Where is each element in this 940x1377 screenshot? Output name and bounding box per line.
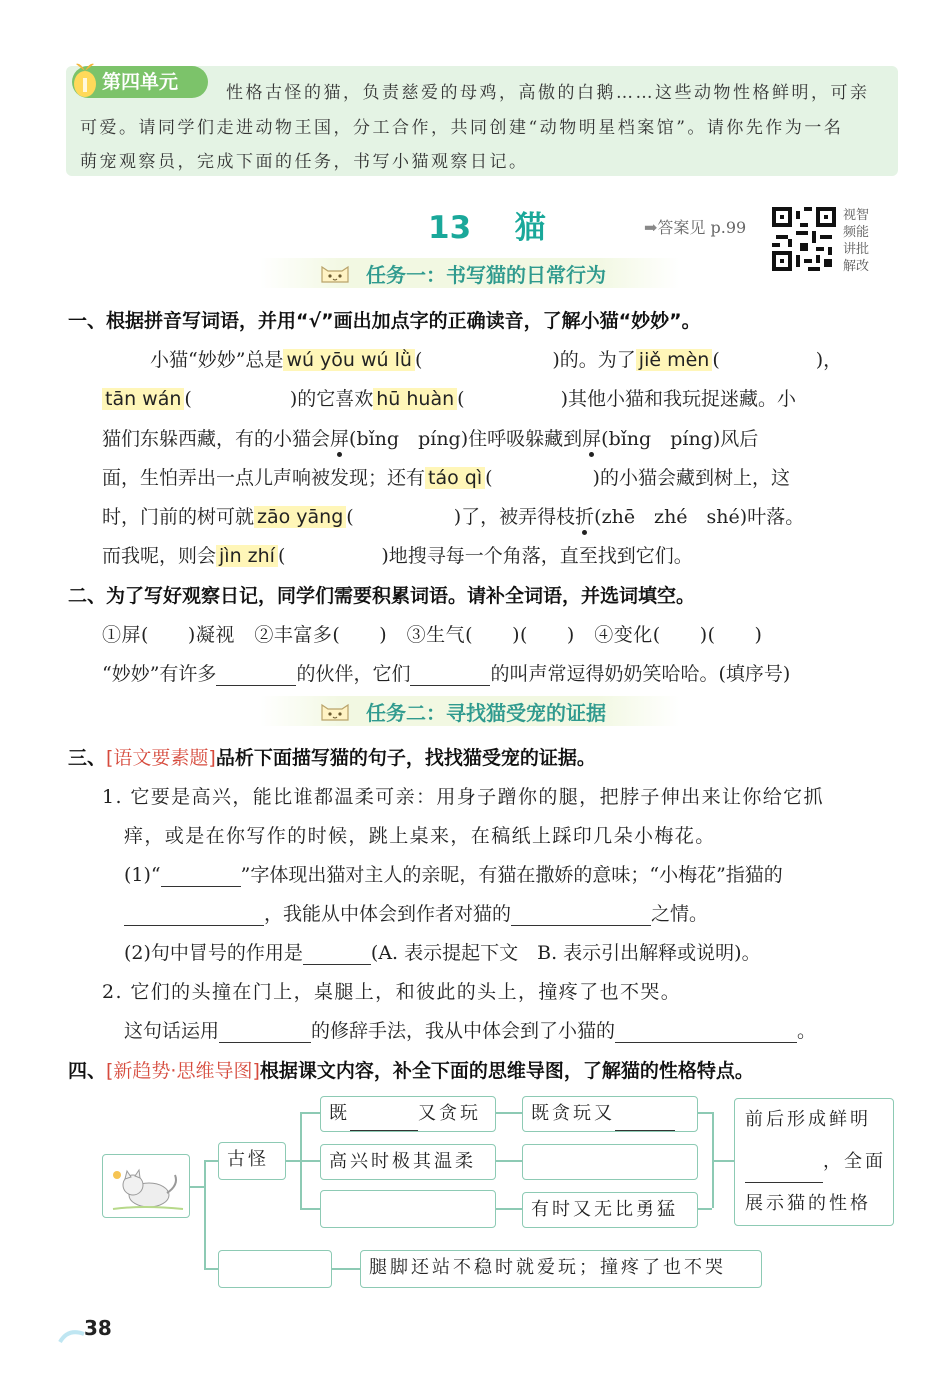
text: (	[414, 349, 423, 371]
qr-caption-line: 视智	[843, 208, 870, 223]
q3-s2-fill-line	[124, 1016, 816, 1043]
q2-words[interactable]: ①屏( )凝视 ②丰富多( ) ③生气( )( ) ④变化( )( )	[102, 624, 763, 646]
intro-line-1: 性格古怪的猫，负责慈爱的母鸡，高傲的白鹅……这些动物性格鲜明，可亲	[226, 83, 870, 103]
cat-face-icon	[318, 700, 352, 722]
connector	[496, 1112, 522, 1114]
pronunciation-choice[interactable]: (bǐng píng)住呼吸躲藏到	[349, 428, 583, 450]
answer-ref-text: 答案见 p.99	[657, 218, 747, 237]
connector	[300, 1112, 320, 1114]
page-number: 38	[84, 1316, 112, 1340]
text: )了，被弄得枝	[453, 506, 576, 528]
qr-caption-line: 解改	[843, 259, 870, 274]
text: “妙妙”有许多	[102, 663, 217, 685]
connector	[204, 1160, 218, 1162]
node-label: 有时又无比勇猛	[531, 1199, 678, 1220]
answer-blank[interactable]	[124, 905, 264, 926]
q1-line-6	[102, 541, 693, 568]
text: )的小猫会藏到树上，这	[592, 467, 790, 489]
cat-image-box	[102, 1154, 190, 1218]
connector	[190, 1186, 204, 1188]
summary-fill-line	[745, 1141, 893, 1183]
qr-caption	[843, 207, 875, 275]
dotted-char: 屏	[582, 428, 602, 450]
text: )地搜寻每一个角落，直至找到它们。	[381, 545, 693, 567]
q1-line-3	[102, 424, 758, 451]
text: )的。为了	[552, 349, 636, 371]
lesson-name: 猫	[514, 210, 546, 246]
text: (	[277, 545, 286, 567]
answer-blank[interactable]	[615, 1022, 797, 1043]
mind-map-node-d1-blank[interactable]	[218, 1250, 332, 1288]
q2-heading: 二、为了写好观察日记，同学们需要积累词语。请补全词语，并选词填空。	[68, 585, 696, 607]
text: (	[457, 388, 465, 410]
mind-map-node-c1[interactable]	[522, 1096, 698, 1132]
q1-line-4	[102, 463, 790, 490]
lesson-number: 13	[428, 210, 472, 246]
text: (	[712, 349, 720, 371]
node-label: 高兴时极其温柔	[329, 1151, 476, 1172]
node-label: 腿脚还站不稳时就爱玩；撞疼了也不哭	[369, 1257, 726, 1278]
answer-blank[interactable]	[511, 905, 651, 926]
pinyin: tān wán	[102, 388, 184, 410]
pinyin: hū huàn	[373, 388, 457, 410]
mind-map-node-b2	[320, 1144, 496, 1180]
node-label: 又贪玩	[418, 1103, 481, 1124]
cat-face-icon	[318, 262, 352, 284]
mind-map-node-summary	[734, 1098, 894, 1226]
connector	[698, 1112, 712, 1114]
text: 面，生怕弄出一点儿声响被发现；还有	[102, 467, 426, 489]
pinyin: jìn zhí	[216, 545, 278, 567]
mind-map-node-c2-blank[interactable]	[522, 1144, 698, 1180]
text: 。	[797, 1020, 817, 1042]
connector	[712, 1160, 734, 1162]
q3-sentence-2: 2. 它们的头撞在门上，桌腿上，和彼此的头上，撞疼了也不哭。	[102, 981, 682, 1003]
pinyin: táo qì	[425, 467, 485, 489]
answer-blank[interactable]	[219, 1022, 311, 1043]
text: )，	[815, 349, 843, 371]
connector	[300, 1208, 320, 1210]
text: 小猫“妙妙”总是	[150, 349, 284, 371]
text: (2)句中冒号的作用是	[124, 942, 303, 964]
text: 的伙伴，它们	[296, 663, 411, 685]
question-tag: [语文要素题]	[106, 747, 216, 769]
connector	[332, 1268, 360, 1270]
mind-map-node-d2	[360, 1250, 762, 1288]
text: 时，门前的树可就	[102, 506, 255, 528]
answer-reference[interactable]	[644, 215, 746, 238]
answer-blank[interactable]	[350, 1110, 418, 1131]
node-label: ，全面	[823, 1151, 886, 1172]
q1-line-5	[102, 502, 804, 529]
q3-sentence-1a: 1. 它要是高兴，能比谁都温柔可亲：用身子蹭你的腿，把脖子伸出来让你给它抓	[102, 786, 824, 808]
task2-title: 任务二：寻找猫受宠的证据	[366, 701, 606, 725]
cat-illustration-icon	[103, 1155, 189, 1217]
q2-fill-line	[102, 659, 790, 686]
q3-sub1-line	[124, 860, 783, 887]
connector	[204, 1268, 218, 1270]
qr-caption-line: 讲批	[843, 242, 870, 257]
answer-blank[interactable]	[745, 1160, 823, 1183]
intro-line-3: 萌宠观察员，完成下面的任务，书写小猫观察日记。	[80, 152, 529, 172]
text: )其他小猫和我玩捉迷藏。小	[560, 388, 796, 410]
text: 三、	[68, 747, 107, 769]
q1-heading: 一、根据拼音写词语，并用“√”画出加点字的正确读音，了解小猫“妙妙”。	[68, 310, 701, 332]
mind-map-node-root	[218, 1142, 286, 1180]
qr-caption-line: 频能	[843, 225, 870, 240]
mind-map-node-c3	[522, 1192, 698, 1228]
text: 猫们东躲西藏，有的小猫会	[102, 428, 331, 450]
q1-line-1	[150, 345, 842, 372]
node-label: 古怪	[227, 1149, 269, 1170]
arrow-right-icon: ➡	[644, 218, 658, 237]
answer-blank[interactable]	[216, 665, 296, 686]
text: (	[184, 388, 192, 410]
q3-sub1-line-2	[124, 899, 708, 926]
text: ，我能从中体会到作者对猫的	[264, 903, 512, 925]
text: 之情。	[651, 903, 709, 925]
pronunciation-choice[interactable]: (bǐng píng)风后	[601, 428, 759, 450]
connector	[204, 1160, 206, 1268]
answer-blank[interactable]	[615, 1110, 675, 1131]
text: 的叫声常逗得奶奶笑哈哈。(填序号)	[490, 663, 791, 685]
answer-blank[interactable]	[161, 866, 241, 887]
text: 这句话运用	[124, 1020, 220, 1042]
text: )的它喜欢	[289, 388, 374, 410]
text: (	[346, 506, 354, 528]
mind-map-node-b1[interactable]	[320, 1096, 496, 1132]
dotted-char: 折	[575, 506, 595, 528]
text: (	[485, 467, 493, 489]
pinyin: zāo yāng	[254, 506, 346, 528]
intro-line-2: 可爱。请同学们走进动物王国，分工合作，共同创建“动物明星档案馆”。请你先作为一名	[80, 118, 844, 138]
answer-blank[interactable]	[303, 944, 371, 965]
pronunciation-choice[interactable]: (zhē zhé shé)叶落。	[594, 506, 805, 528]
qr-code-icon[interactable]	[772, 207, 836, 271]
connector	[496, 1160, 522, 1162]
text: (1)“	[124, 864, 161, 886]
text: 而我呢，则会	[102, 545, 217, 567]
q4-heading	[68, 1056, 754, 1083]
q3-heading	[68, 743, 596, 770]
connector	[698, 1208, 712, 1210]
question-tag: [新趋势·思维导图]	[106, 1060, 260, 1082]
text: ”字体现出猫对主人的亲昵，有猫在撒娇的意味；“小梅花”指猫的	[240, 864, 783, 886]
page-corner-decoration-icon	[58, 1326, 86, 1344]
pinyin: wú yōu wú lǜ	[283, 349, 415, 371]
node-label: 展示猫的性格	[745, 1193, 871, 1214]
node-label: 前后形成鲜明	[745, 1109, 871, 1130]
node-label: 既	[329, 1103, 350, 1124]
pinyin: jiě mèn	[636, 349, 713, 371]
task1-title: 任务一：书写猫的日常行为	[366, 263, 606, 287]
mind-map-node-b3-blank[interactable]	[320, 1190, 496, 1228]
q3-sentence-1b: 痒，或是在你写作的时候，跳上桌来，在稿纸上踩印几朵小梅花。	[124, 825, 716, 847]
q3-sub2-line	[124, 938, 761, 965]
q1-line-2	[102, 384, 796, 411]
answer-blank[interactable]	[410, 665, 490, 686]
text: 品析下面描写猫的句子，找找猫受宠的证据。	[215, 747, 596, 769]
connector	[286, 1160, 300, 1162]
unit-badge-label: 第四单元	[101, 71, 178, 93]
connector	[300, 1160, 320, 1162]
node-label: 既贪玩又	[531, 1103, 615, 1124]
dotted-char: 屏	[330, 428, 350, 450]
text: (A. 表示提起下文 B. 表示引出解释或说明)。	[370, 942, 761, 964]
connector	[496, 1208, 522, 1210]
sprout-icon	[72, 58, 98, 98]
text: 四、	[68, 1060, 107, 1082]
text: 根据课文内容，补全下面的思维导图，了解猫的性格特点。	[259, 1060, 754, 1082]
text: 的修辞手法，我从中体会到了小猫的	[311, 1020, 616, 1042]
lesson-title	[428, 202, 546, 247]
